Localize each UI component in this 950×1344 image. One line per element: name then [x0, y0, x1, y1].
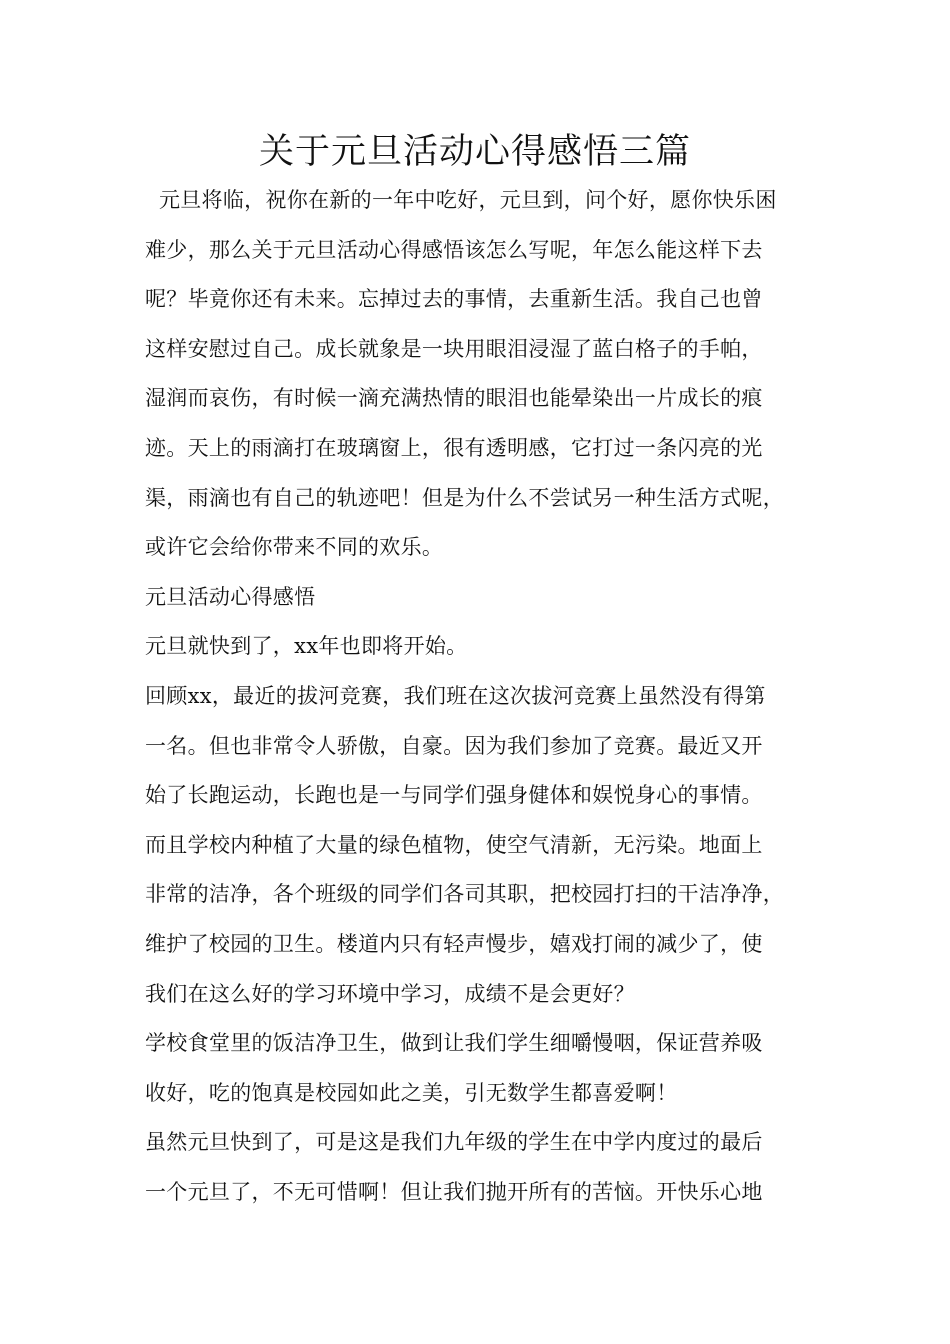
text-line: 渠，雨滴也有自己的轨迹吧！但是为什么不尝试另一种生活方式呢，	[145, 485, 784, 510]
text-line: 迹。天上的雨滴打在玻璃窗上，很有透明感，它打过一条闪亮的光	[145, 435, 763, 460]
text-line: 元旦就快到了，xx年也即将开始。	[145, 634, 468, 659]
text-line: 虽然元旦快到了，可是这是我们九年级的学生在中学内度过的最后	[145, 1130, 763, 1155]
text-line: 一名。但也非常令人骄傲，自豪。因为我们参加了竞赛。最近又开	[145, 733, 763, 758]
section-heading: 元旦活动心得感悟	[145, 584, 316, 609]
document-body	[145, 176, 825, 1217]
text-line: 维护了校园的卫生。楼道内只有轻声慢步，嬉戏打闹的减少了，使	[145, 931, 763, 956]
text-line: 而且学校内种植了大量的绿色植物，使空气清新，无污染。地面上	[145, 832, 763, 857]
text-line: 非常的洁净，各个班级的同学们各司其职，把校园打扫的干洁净净，	[145, 882, 784, 907]
text-line: 这样安慰过自己。成长就象是一块用眼泪浸湿了蓝白格子的手帕，	[145, 336, 763, 361]
text-line: 元旦将临，祝你在新的一年中吃好，元旦到，问个好，愿你快乐困	[145, 188, 777, 212]
text-line: 或许它会给你带来不同的欢乐。	[145, 535, 444, 560]
text-line: 难少，那么关于元旦活动心得感悟该怎么写呢，年怎么能这样下去	[145, 237, 763, 262]
text-line: 我们在这么好的学习环境中学习，成绩不是会更好？	[145, 981, 635, 1006]
text-line: 湿润而哀伤，有时候一滴充满热情的眼泪也能晕染出一片成长的痕	[145, 386, 763, 411]
text-line: 回顾xx，最近的拔河竞赛，我们班在这次拔河竞赛上虽然没有得第	[145, 683, 766, 708]
text-line: 一个元旦了，不无可惜啊！但让我们抛开所有的苦恼。开快乐心地	[145, 1179, 763, 1204]
text-line: 收好，吃的饱真是校园如此之美，引无数学生都喜爱啊！	[145, 1080, 678, 1105]
text-line: 学校食堂里的饭洁净卫生，做到让我们学生细嚼慢咽，保证营养吸	[145, 1031, 763, 1056]
document-title: 关于元旦活动心得感悟三篇	[258, 132, 691, 172]
text-line: 始了长跑运动，长跑也是一与同学们强身健体和娱悦身心的事情。	[145, 783, 763, 808]
text-line: 呢？毕竟你还有未来。忘掉过去的事情，去重新生活。我自己也曾	[145, 287, 763, 312]
